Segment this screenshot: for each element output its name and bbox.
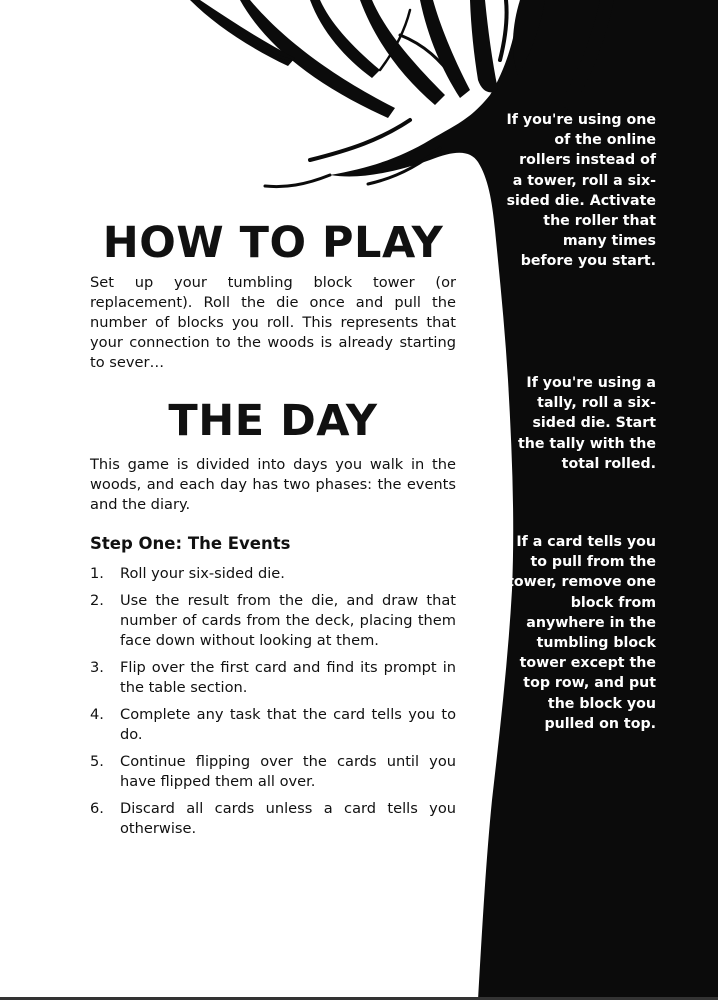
side-note-online-rollers: If you're using one of the online rollers instead of a tower, roll a six-sided die. Activate the roller that many times before you start.: [506, 112, 656, 270]
list-item-number: 3.: [90, 659, 104, 676]
list-item-number: 2.: [90, 592, 104, 609]
how-to-play-body: Set up your tumbling block tower (or replacement). Roll the die once and pull the number of blocks you roll. This represents that your connection to the woods is already starting to sever…: [90, 274, 456, 371]
list-item: [90, 799, 456, 839]
list-item: [90, 752, 456, 792]
list-item-text: Discard all cards unless a card tells you otherwise.: [120, 800, 456, 837]
list-item-number: 5.: [90, 753, 104, 770]
list-item: [90, 564, 456, 584]
how-to-play-heading: HOW TO PLAY: [102, 218, 444, 268]
list-item: [90, 591, 456, 651]
list-item-number: 4.: [90, 706, 104, 723]
list-item-number: 6.: [90, 800, 104, 817]
step-one-list: [90, 564, 456, 846]
list-item-text: Continue flipping over the cards until you have flipped them all over.: [120, 753, 456, 790]
list-item-text: Use the result from the die, and draw that number of cards from the deck, placing them face down without looking at them.: [120, 592, 456, 649]
list-item: [90, 705, 456, 745]
the-day-heading: THE DAY: [168, 396, 378, 446]
list-item-text: Roll your six-sided die.: [120, 565, 285, 582]
list-item: [90, 658, 456, 698]
list-item-number: 1.: [90, 565, 104, 582]
step-one-heading: Step One: The Events: [90, 534, 291, 553]
side-note-pull-from-tower: If a card tells you to pull from the tower, remove one block from anywhere in the tumbling block tower except the top row, and put the block you pulled on top.: [507, 534, 656, 732]
list-item-text: Flip over the first card and find its prompt in the table section.: [120, 659, 456, 696]
list-item-text: Complete any task that the card tells you to do.: [120, 706, 456, 743]
the-day-body: This game is divided into days you walk in the woods, and each day has two phases: the events and the diary.: [90, 456, 456, 513]
side-note-tally: If you're using a tally, roll a six-sided die. Start the tally with the total rolled.: [517, 375, 656, 472]
